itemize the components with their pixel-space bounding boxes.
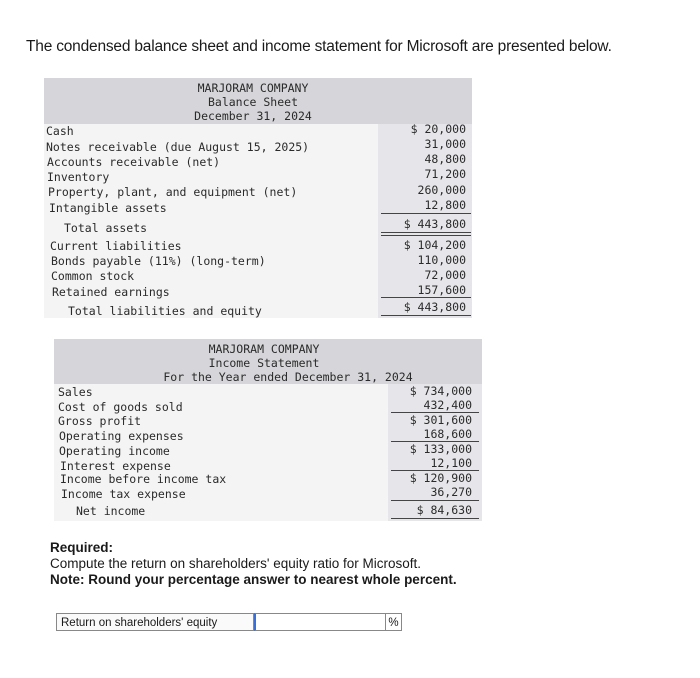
is-label-net-income: Net income (76, 504, 146, 518)
balance-sheet-title: Balance Sheet (207, 95, 298, 109)
is-label-income-tax-expense: Income tax expense (61, 487, 186, 501)
is-label-cogs: Cost of goods sold (58, 400, 183, 414)
is-rule-5 (391, 518, 479, 519)
is-amount-income-before-tax: $ 120,900 (409, 471, 472, 485)
bs-label-total-liabilities-equity: Total liabilities and equity (68, 304, 262, 318)
income-statement (54, 339, 482, 521)
bs-label-accounts-receivable: Accounts receivable (net) (47, 155, 221, 169)
is-amount-gross-profit: $ 301,600 (409, 413, 472, 427)
income-statement-period: For the Year ended December 31, 2024 (163, 370, 413, 384)
answer-row (56, 613, 399, 633)
bs-amount-intangible-assets: 12,800 (424, 198, 466, 212)
is-label-interest-expense: Interest expense (60, 459, 171, 473)
is-label-operating-income: Operating income (59, 444, 170, 458)
is-amount-income-tax-expense: 36,270 (430, 485, 472, 499)
bs-total-rule-1 (381, 232, 471, 233)
is-rule-4 (391, 500, 479, 501)
bs-label-cash: Cash (46, 124, 74, 138)
bs-label-notes-receivable: Notes receivable (due August 15, 2025) (46, 140, 310, 154)
bs-amount-common-stock: 72,000 (424, 268, 466, 282)
bs-subtotal-rule (381, 213, 471, 214)
required-heading: Required: (50, 540, 114, 555)
bs-label-total-assets: Total assets (64, 221, 148, 235)
bs-amount-inventory: 71,200 (424, 167, 466, 181)
required-text: Compute the return on shareholders' equity ratio for Microsoft. (50, 556, 422, 571)
bs-amount-total-liabilities-equity: $ 443,800 (403, 300, 466, 314)
required-note: Note: Round your percentage answer to nearest whole percent. (50, 572, 457, 587)
percent-unit: % (386, 613, 402, 631)
bs-amount-total-assets: $ 443,800 (403, 217, 466, 231)
bs-label-bonds-payable: Bonds payable (11%) (long-term) (51, 254, 266, 268)
bs-label-intangible-assets: Intangible assets (49, 201, 167, 215)
is-label-income-before-tax: Income before income tax (60, 472, 227, 486)
bs-label-common-stock: Common stock (51, 269, 135, 283)
required-section (50, 540, 457, 588)
bs-amount-ppe: 260,000 (417, 183, 466, 197)
is-amount-operating-income: $ 133,000 (409, 442, 472, 456)
is-amount-sales: $ 734,000 (409, 384, 472, 398)
bs-label-inventory: Inventory (47, 170, 110, 184)
balance-sheet-header (44, 78, 472, 124)
bs-total-rule-3 (381, 315, 471, 316)
bs-label-current-liabilities: Current liabilities (50, 239, 182, 253)
balance-sheet-date: December 31, 2024 (194, 109, 312, 123)
income-statement-header (54, 339, 482, 384)
is-label-gross-profit: Gross profit (58, 414, 142, 428)
bs-amount-cash: $ 20,000 (410, 122, 466, 136)
bs-total-rule-2 (381, 235, 471, 236)
is-amount-net-income: $ 84,630 (416, 503, 472, 517)
income-statement-title: Income Statement (208, 356, 320, 370)
is-label-operating-expenses: Operating expenses (59, 429, 184, 443)
bs-label-ppe: Property, plant, and equipment (net) (48, 185, 298, 199)
is-amount-cogs: 432,400 (423, 398, 472, 412)
answer-label: Return on shareholders' equity (56, 613, 254, 631)
bs-amount-current-liabilities: $ 104,200 (403, 238, 466, 252)
income-statement-company: MARJORAM COMPANY (208, 342, 320, 356)
intro-text: The condensed balance sheet and income statement for Microsoft are presented below. (26, 38, 612, 55)
bs-amount-retained-earnings: 157,600 (417, 283, 466, 297)
bs-amount-notes-receivable: 31,000 (424, 137, 466, 151)
bs-amount-accounts-receivable: 48,800 (424, 152, 466, 166)
is-amount-interest-expense: 12,100 (430, 456, 472, 470)
is-amount-operating-expenses: 168,600 (423, 427, 472, 441)
balance-sheet-company: MARJORAM COMPANY (197, 81, 309, 95)
bs-amount-bonds-payable: 110,000 (417, 253, 466, 267)
balance-sheet (44, 78, 472, 318)
is-label-sales: Sales (58, 385, 93, 399)
bs-label-retained-earnings: Retained earnings (52, 285, 170, 299)
bs-subtotal-rule-2 (381, 297, 471, 298)
return-on-equity-input[interactable] (254, 613, 386, 631)
